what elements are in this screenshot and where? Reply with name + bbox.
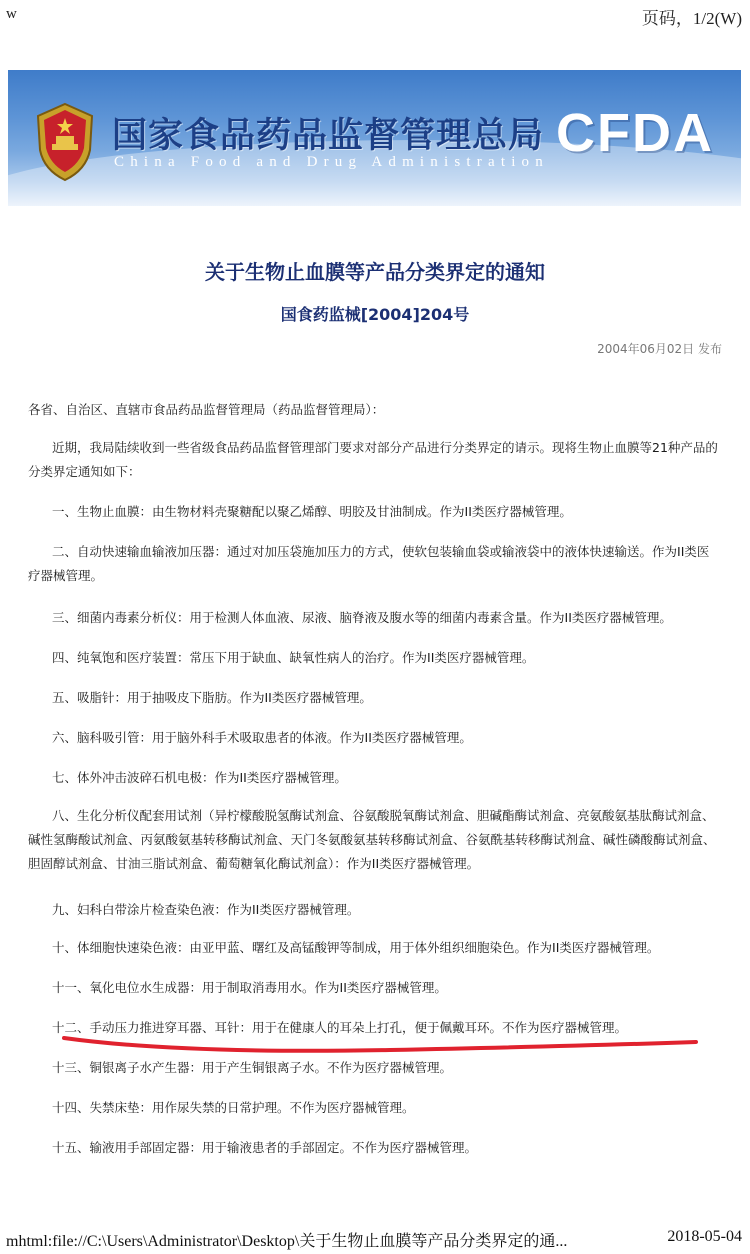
list-item: 二、自动快速输血输液加压器：通过对加压袋施加压力的方式，使软包装输血袋或输液袋中的液体快速输送。作为II类医疗器械管理。 xyxy=(28,544,710,583)
list-item: 六、脑科吸引管：用于脑外科手术吸取患者的体液。作为II类医疗器械管理。 xyxy=(52,730,472,745)
national-emblem-icon xyxy=(30,100,100,182)
list-item: 十四、失禁床垫：用作尿失禁的日常护理。不作为医疗器械管理。 xyxy=(52,1100,415,1115)
source-file-path: mhtml:file://C:\Users\Administrator\Desktop\关于生物止血膜等产品分类界定的通... xyxy=(6,1233,568,1250)
red-underline-mark xyxy=(60,1020,700,1060)
list-item: 四、纯氧饱和医疗装置：常压下用于缺血、缺氧性病人的治疗。作为II类医疗器械管理。 xyxy=(52,650,535,665)
cfda-logo: CFDA xyxy=(556,103,714,163)
list-item: 五、吸脂针：用于抽吸皮下脂肪。作为II类医疗器械管理。 xyxy=(52,690,372,705)
agency-banner xyxy=(8,70,741,206)
notice-title: 关于生物止血膜等产品分类界定的通知 xyxy=(205,260,545,284)
list-item: 九、妇科白带涂片检查染色液：作为II类医疗器械管理。 xyxy=(52,902,360,917)
salutation: 各省、自治区、直辖市食品药品监督管理局（药品监督管理局）： xyxy=(28,402,385,417)
list-item: 十、体细胞快速染色液：由亚甲蓝、曙红及高锰酸钾等制成，用于体外组织细胞染色。作为II类医疗器械管理。 xyxy=(52,940,660,955)
list-item: 八、生化分析仪配套用试剂（异柠檬酸脱氢酶试剂盒、谷氨酸脱氧酶试剂盒、胆碱酯酶试剂盒、亮氨酸氨基肽酶试剂盒、碱性氢酶酸试剂盒、丙氨酸氨基转移酶试剂盒、天门冬氨酸氨基转移酶试剂盒、谷氨酰基转移酶试剂盒、碱性磷酸酶试剂盒、胆固醇试剂盒、甘油三脂试剂盒、葡萄糖氧化酶试剂盒）：作为II类医疗器械管理。 xyxy=(28,808,716,871)
list-item: 十五、输液用手部固定器：用于输液患者的手部固定。不作为医疗器械管理。 xyxy=(52,1140,478,1155)
list-item: 一、生物止血膜：由生物材料壳聚糖配以聚乙烯醇、明胶及甘油制成。作为II类医疗器械管理。 xyxy=(52,504,572,519)
list-item: 三、细菌内毒素分析仪：用于检测人体血液、尿液、脑脊液及腹水等的细菌内毒素含量。作为II类医疗器械管理。 xyxy=(52,610,672,625)
print-date: 2018-05-04 xyxy=(667,1228,742,1245)
print-header-mark: w xyxy=(6,6,17,22)
intro-paragraph: 近期，我局陆续收到一些省级食品药品监督管理部门要求对部分产品进行分类界定的请示。现将生物止血膜等21种产品的分类界定通知如下： xyxy=(28,440,718,479)
document-number: 国食药监械[2004]204号 xyxy=(280,305,470,324)
list-item: 十一、氧化电位水生成器：用于制取消毒用水。作为II类医疗器械管理。 xyxy=(52,980,447,995)
agency-name-english: China Food and Drug Administration xyxy=(114,154,549,170)
list-item: 十三、铜银离子水产生器：用于产生铜银离子水。不作为医疗器械管理。 xyxy=(52,1060,453,1075)
highlighted-list-item: 十二、手动压力推进穿耳器、耳针：用于在健康人的耳朵上打孔，便于佩戴耳环。不作为医疗器械管理。 xyxy=(52,1020,628,1035)
agency-name-chinese: 国家食品药品监督管理总局 xyxy=(112,116,545,156)
list-item: 七、体外冲击波碎石机电极：作为II类医疗器械管理。 xyxy=(52,770,347,785)
publish-date: 2004年06月02日 发布 xyxy=(597,342,722,356)
page-indicator: 页码，1/2(W) xyxy=(641,9,742,28)
